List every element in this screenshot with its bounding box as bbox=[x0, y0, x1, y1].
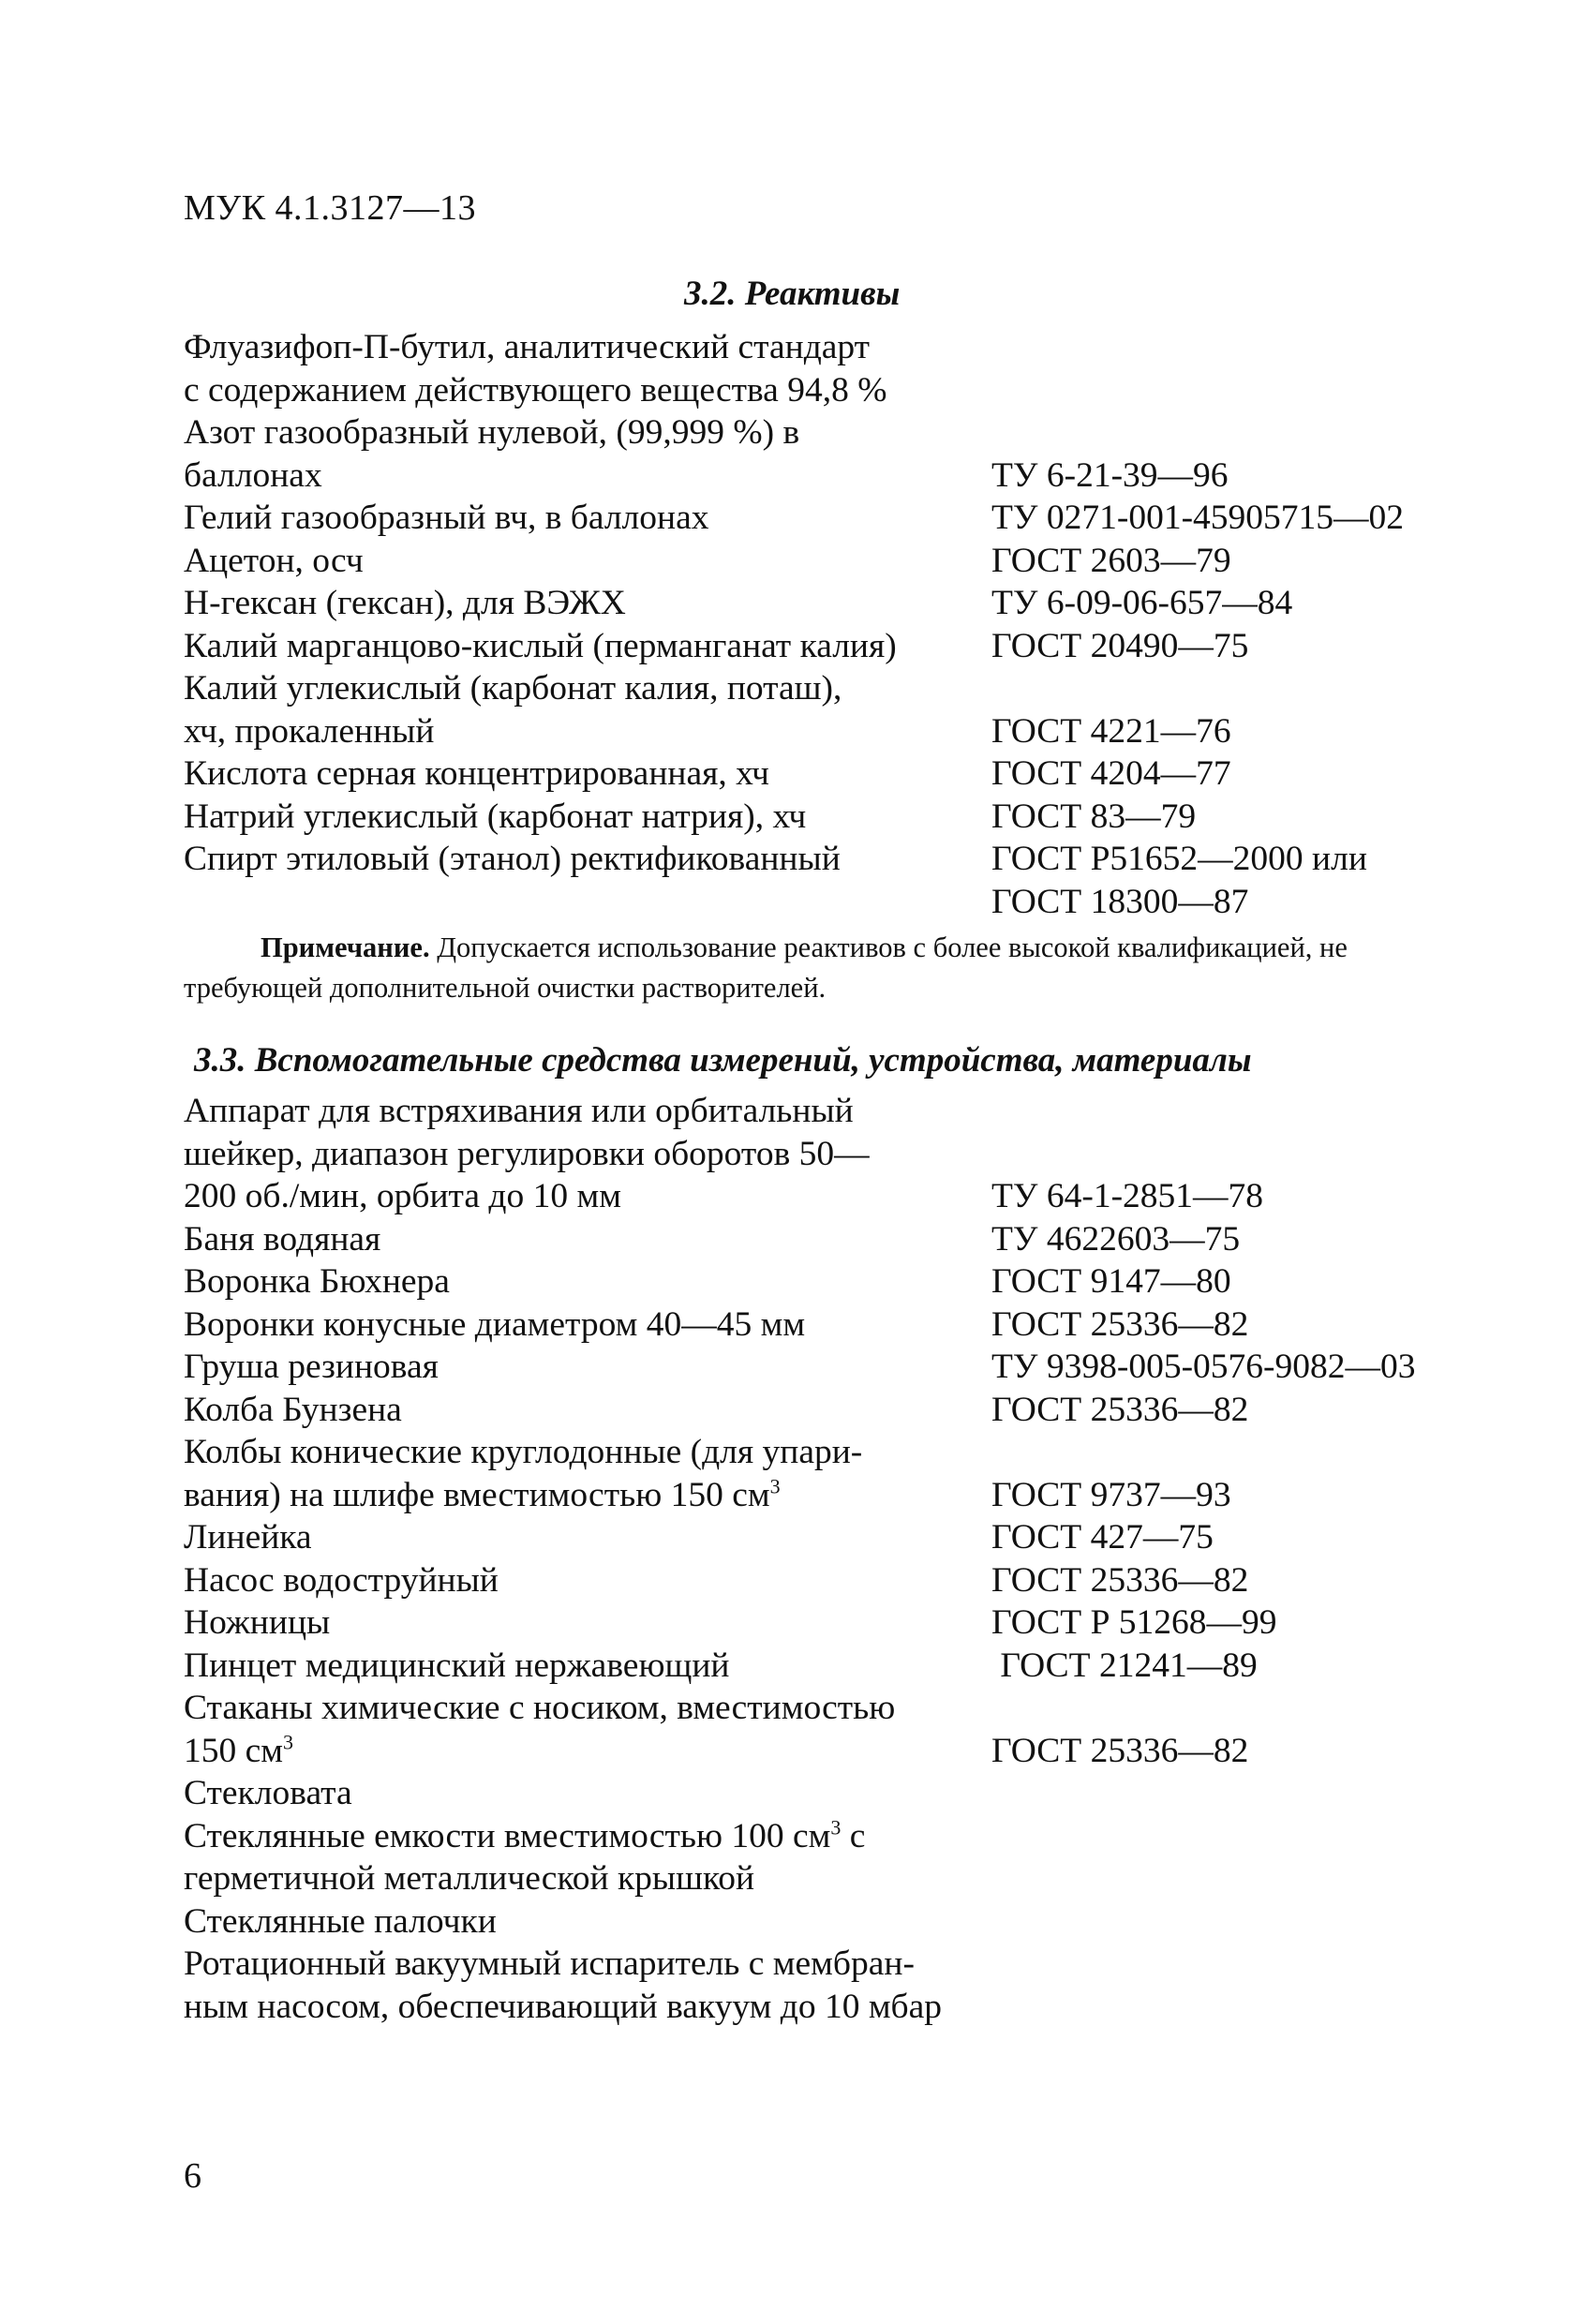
item-name: Линейка bbox=[184, 1518, 312, 1557]
note-label: Примечание. bbox=[261, 931, 430, 963]
item-name: Колбы конические круглодонные (для упари- bbox=[184, 1433, 863, 1471]
item-standard: ГОСТ 83—79 bbox=[991, 797, 1197, 836]
page-number: 6 bbox=[184, 2156, 201, 2196]
list-item bbox=[184, 710, 1486, 753]
item-standard: ГОСТ 18300—87 bbox=[991, 882, 1249, 921]
equipment-list bbox=[184, 1090, 1486, 2028]
list-item bbox=[184, 1431, 1486, 1474]
item-standard: ГОСТ 2603—79 bbox=[991, 541, 1231, 580]
list-item bbox=[184, 752, 1486, 796]
item-name: Баня водяная bbox=[184, 1219, 381, 1259]
document-code-header: МУК 4.1.3127—13 bbox=[184, 188, 477, 228]
list-item bbox=[184, 1857, 1486, 1900]
item-standard: ГОСТ Р51652—2000 или bbox=[991, 840, 1367, 878]
item-name: Насос водоструйный bbox=[184, 1560, 499, 1600]
item-name: ным насосом, обеспечивающий вакуум до 10 мбар bbox=[184, 1987, 943, 2026]
item-name: Стекловата bbox=[184, 1774, 352, 1812]
item-name: Стеклянные емкости вместимостью 100 $см^3$ с bbox=[184, 1815, 866, 1855]
item-name: Гелий газообразный вч, в баллонах bbox=[184, 499, 709, 537]
list-item bbox=[184, 326, 1486, 369]
item-name: Азот газообразный нулевой, (99,999 %) в bbox=[184, 413, 800, 452]
note-paragraph bbox=[184, 928, 1430, 1008]
list-item bbox=[184, 796, 1486, 839]
item-standard: ГОСТ 4204—77 bbox=[991, 754, 1231, 793]
item-standard: ТУ 0271-001-45905715—02 bbox=[991, 499, 1405, 537]
list-item bbox=[184, 1772, 1486, 1815]
item-name: с содержанием действующего вещества 94,8 % bbox=[184, 370, 887, 410]
item-standard: ГОСТ 427—75 bbox=[991, 1518, 1214, 1557]
item-name: хч, прокаленный bbox=[184, 711, 435, 751]
item-name: герметичной металлической крышкой bbox=[184, 1859, 755, 1898]
list-item bbox=[184, 1260, 1486, 1304]
list-item bbox=[184, 1943, 1486, 1986]
item-name: Аппарат для встряхивания или орбитальный bbox=[184, 1092, 854, 1130]
list-item bbox=[184, 1601, 1486, 1645]
list-item bbox=[184, 497, 1486, 540]
item-name: Воронка Бюхнера bbox=[184, 1262, 450, 1301]
item-name: 150 $см^3$ bbox=[184, 1730, 293, 1770]
list-item bbox=[184, 411, 1486, 454]
item-standard: ГОСТ 25336—82 bbox=[991, 1304, 1249, 1344]
list-item bbox=[184, 1986, 1486, 2029]
item-name: Спирт этиловый (этанол) ректификованный bbox=[184, 840, 841, 878]
list-item bbox=[184, 540, 1486, 583]
list-item bbox=[184, 1304, 1486, 1347]
item-standard: ГОСТ Р 51268—99 bbox=[991, 1603, 1277, 1642]
item-standard: ТУ 6-21-39—96 bbox=[991, 455, 1229, 495]
list-item bbox=[184, 625, 1486, 668]
list-item bbox=[184, 1730, 1486, 1773]
list-item bbox=[184, 369, 1486, 412]
section-title-reagents: 3.2. Реактивы bbox=[684, 275, 901, 313]
list-item bbox=[184, 1645, 1486, 1688]
item-standard: ГОСТ 9147—80 bbox=[991, 1262, 1231, 1301]
list-item bbox=[184, 1218, 1486, 1261]
item-name: Калий углекислый (карбонат калия, поташ), bbox=[184, 669, 842, 708]
superscript: 3 bbox=[830, 1815, 842, 1839]
item-standard: ГОСТ 25336—82 bbox=[991, 1560, 1249, 1600]
list-item bbox=[184, 667, 1486, 710]
item-standard: ГОСТ 25336—82 bbox=[991, 1731, 1249, 1770]
item-standard: ТУ 64-1-2851—78 bbox=[991, 1177, 1264, 1215]
item-name: Пинцет медицинский нержавеющий bbox=[184, 1646, 730, 1685]
item-name: Н-гексан (гексан), для ВЭЖХ bbox=[184, 584, 626, 622]
note-text: Допускается использование реактивов с более высокой квалификацией, не требующей дополнительной очистки растворителей. bbox=[184, 931, 1348, 1004]
item-name: Воронки конусные диаметром 40—45 мм bbox=[184, 1304, 806, 1344]
item-name: баллонах bbox=[184, 455, 322, 495]
item-name: Груша резиновая bbox=[184, 1348, 439, 1386]
item-name: 200 об./мин, орбита до 10 мм bbox=[184, 1177, 621, 1215]
list-item bbox=[184, 582, 1486, 625]
list-item bbox=[184, 1559, 1486, 1602]
list-item bbox=[184, 1687, 1486, 1730]
section-title-auxiliary-equipment: 3.3. Вспомогательные средства измерений, устройства, материалы bbox=[194, 1041, 1252, 1080]
item-name: Ротационный вакуумный испаритель с мембран- bbox=[184, 1944, 915, 1983]
item-name: Стаканы химические с носиком, вместимостью bbox=[184, 1689, 896, 1727]
list-item bbox=[184, 1900, 1486, 1944]
item-standard: ТУ 6-09-06-657—84 bbox=[991, 584, 1293, 622]
list-item bbox=[184, 1346, 1486, 1389]
item-name: Стеклянные палочки bbox=[184, 1901, 497, 1941]
list-item bbox=[184, 1389, 1486, 1432]
item-name: Натрий углекислый (карбонат натрия), хч bbox=[184, 797, 807, 836]
list-item bbox=[184, 1516, 1486, 1559]
item-name: вания) на шлифе вместимостью 150 $см^3$ bbox=[184, 1474, 781, 1514]
item-name: Колба Бунзена bbox=[184, 1390, 402, 1429]
item-name: шейкер, диапазон регулировки оборотов 50— bbox=[184, 1134, 870, 1173]
item-name: Калий марганцово-кислый (перманганат калия) bbox=[184, 626, 897, 665]
item-standard: ГОСТ 25336—82 bbox=[991, 1390, 1249, 1429]
list-item bbox=[184, 1474, 1486, 1517]
item-standard: ГОСТ 4221—76 bbox=[991, 711, 1231, 751]
list-item bbox=[184, 838, 1486, 881]
list-item bbox=[184, 1815, 1486, 1858]
item-standard: ГОСТ 20490—75 bbox=[991, 626, 1249, 665]
item-standard: ТУ 9398-005-0576-9082—03 bbox=[991, 1348, 1416, 1386]
item-standard: ТУ 4622603—75 bbox=[991, 1219, 1241, 1259]
list-item bbox=[184, 1090, 1486, 1133]
list-item bbox=[184, 881, 1486, 924]
item-standard: ГОСТ 21241—89 bbox=[991, 1646, 1258, 1685]
superscript: 3 bbox=[769, 1474, 781, 1497]
item-name: Ацетон, осч bbox=[184, 541, 364, 580]
item-standard: ГОСТ 9737—93 bbox=[991, 1475, 1231, 1514]
list-item bbox=[184, 1133, 1486, 1176]
item-name: Кислота серная концентрированная, хч bbox=[184, 754, 769, 793]
list-item bbox=[184, 454, 1486, 498]
item-name: Флуазифоп-П-бутил, аналитический стандарт bbox=[184, 328, 871, 366]
superscript: 3 bbox=[283, 1730, 293, 1753]
list-item bbox=[184, 1175, 1486, 1218]
item-name: Ножницы bbox=[184, 1603, 331, 1642]
reagents-list bbox=[184, 326, 1486, 923]
